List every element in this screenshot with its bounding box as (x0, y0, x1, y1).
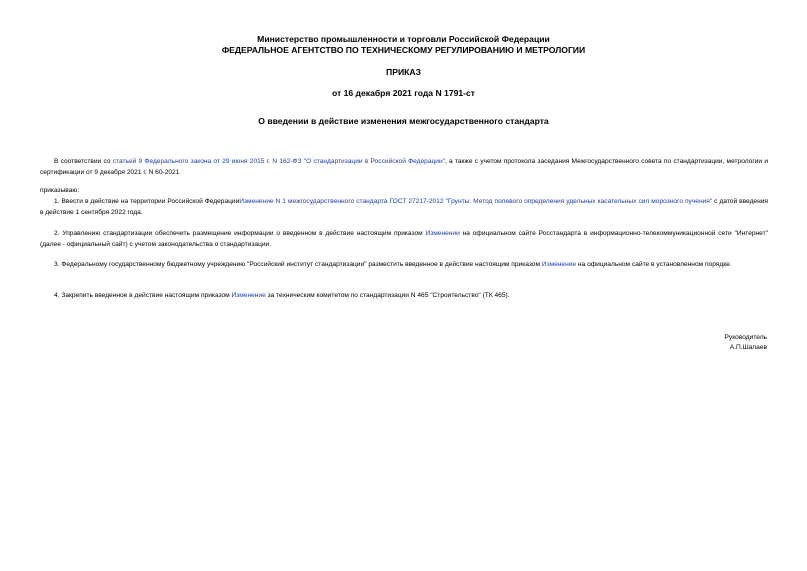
order-word: приказываю: (40, 187, 80, 194)
signatory-role: Руководитель (724, 334, 767, 341)
document-title: О введении в действие изменения межгосударственного стандарта (258, 116, 549, 126)
intro-paragraph (40, 156, 768, 178)
item-1-text-after: с датой введения в действие 1 сентября 2022 года. (40, 198, 768, 216)
agency-name: ФЕДЕРАЛЬНОЕ АГЕНТСТВО ПО ТЕХНИЧЕСКОМУ РЕГУЛИРОВАНИЮ И МЕТРОЛОГИИ (221, 45, 586, 55)
item-3-text-after: на официальном сайте в установленном порядке. (576, 261, 732, 268)
law-link[interactable]: статьей 9 Федерального закона от 29 июня 2015 г. N 162-ФЗ "О стандартизации в Российской Федерации" (112, 158, 445, 165)
item-4-paragraph (40, 290, 768, 301)
ministry-name: Министерство промышленности и торговли Российской Федерации (257, 34, 550, 44)
item-3-paragraph (40, 259, 768, 270)
document-type: ПРИКАЗ (386, 67, 421, 77)
item-4-text-before: 4. Закрепить введенное в действие настоящим приказом (54, 292, 232, 299)
intro-text-after: , а также с учетом протокола заседания Межгосударственного совета по стандартизации, метрологии и сертификации от 9 декабря 2021 г. N 60-2021 (40, 158, 768, 176)
standard-change-link[interactable]: Изменение N 1 межгосударственного стандарта ГОСТ 27217-2012 "Грунты. Метод полевого определения удельных касательных сил морозного пучения" (239, 198, 713, 205)
item-3-text-before: 3. Федеральному государственному бюджетному учреждению "Российский институт стандартизации" разместить введенное в действие настоящим приказом (54, 261, 542, 268)
item-2-paragraph (40, 228, 768, 250)
item-2-text-before: 2. Управлению стандартизации обеспечить размещение информации о введенном в действие настоящим приказом (54, 230, 426, 237)
change-link-3[interactable]: Изменение (541, 261, 577, 268)
item-4-text-after: за техническим комитетом по стандартизации N 465 "Строительство" (ТК 465). (265, 292, 510, 299)
intro-text-before: В соответствии со (54, 158, 113, 165)
change-link-2[interactable]: Изменении (425, 230, 460, 237)
item-2-text-after: на официальном сайте Росстандарта в информационно-телекоммуникационной сети "Интернет" (далее - официальный сайт) с учетом законодательства о стандартизации. (40, 230, 768, 248)
document-date: от 16 декабря 2021 года N 1791-ст (331, 88, 476, 98)
item-1-text-before: 1. Ввести в действие на территории Российской Федерации (54, 198, 240, 205)
signatory-name: А.П.Шалаев (729, 344, 767, 351)
change-link-4[interactable]: Изменение (231, 292, 266, 299)
item-1-paragraph (40, 196, 768, 218)
